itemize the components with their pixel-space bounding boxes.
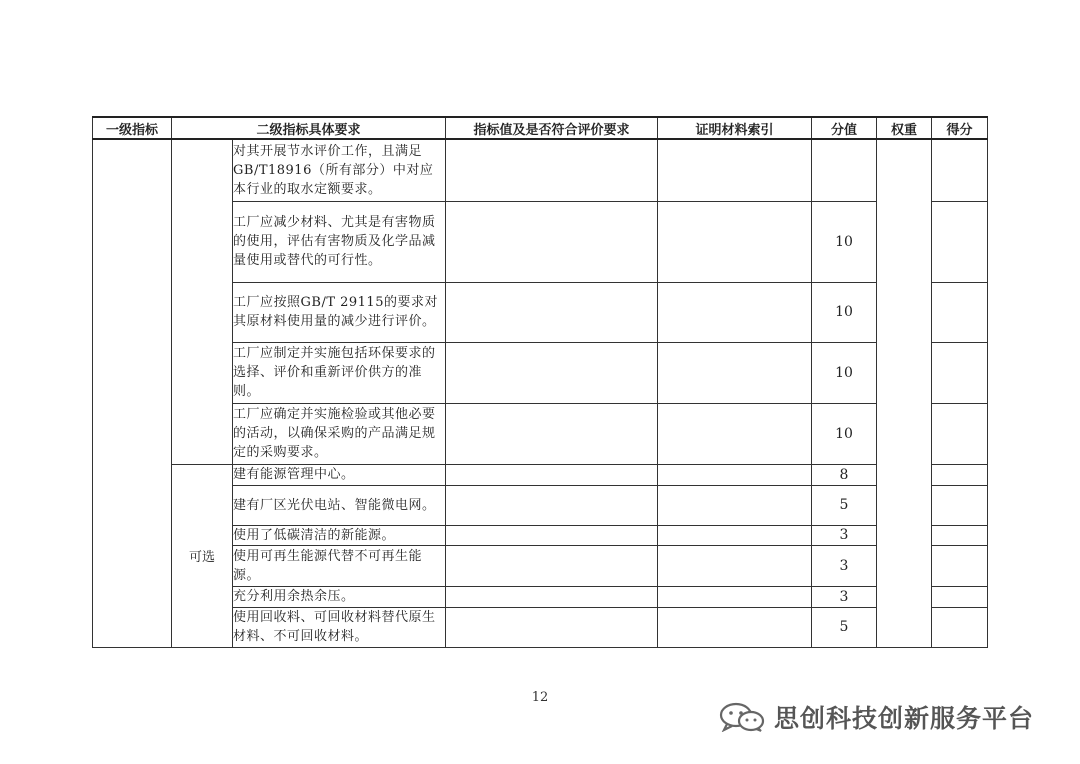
score-cell: 10 — [812, 282, 877, 342]
evidence-cell — [658, 525, 812, 545]
table-row — [93, 139, 988, 201]
evidence-cell — [658, 545, 812, 586]
score-cell: 10 — [812, 403, 877, 464]
requirement-cell: 建有能源管理中心。 — [233, 464, 446, 485]
got-score-cell — [932, 545, 988, 586]
requirement-cell: 对其开展节水评价工作，且满足GB/T18916（所有部分）中对应本行业的取水定额要求。 — [233, 139, 446, 201]
indicator-cell — [446, 607, 658, 647]
evidence-cell — [658, 342, 812, 403]
table-row — [93, 464, 988, 485]
got-score-cell — [932, 282, 988, 342]
evidence-cell — [658, 282, 812, 342]
header-weight: 权重 — [877, 117, 932, 139]
watermark-text: 思创科技创新服务平台 — [774, 704, 1035, 733]
got-score-cell — [932, 607, 988, 647]
requirement-cell: 工厂应制定并实施包括环保要求的选择、评价和重新评价供方的准则。 — [233, 342, 446, 403]
indicator-cell — [446, 545, 658, 586]
indicator-cell — [446, 485, 658, 525]
header-requirement: 二级指标具体要求 — [172, 117, 446, 139]
requirement-cell: 使用回收料、可回收材料替代原生材料、不可回收材料。 — [233, 607, 446, 647]
requirement-cell: 使用可再生能源代替不可再生能源。 — [233, 545, 446, 586]
got-score-cell — [932, 201, 988, 282]
score-cell: 10 — [812, 342, 877, 403]
indicator-cell — [446, 586, 658, 607]
indicator-cell — [446, 139, 658, 201]
score-cell — [812, 139, 877, 201]
got-score-cell — [932, 342, 988, 403]
requirement-cell: 工厂应减少材料、尤其是有害物质的使用，评估有害物质及化学品减量使用或替代的可行性。 — [233, 201, 446, 282]
weight-cell — [877, 139, 932, 647]
header-row — [93, 117, 988, 139]
got-score-cell — [932, 464, 988, 485]
header-got-score: 得分 — [932, 117, 988, 139]
indicator-cell — [446, 403, 658, 464]
requirement-cell: 工厂应确定并实施检验或其他必要的活动，以确保采购的产品满足规定的采购要求。 — [233, 403, 446, 464]
score-cell: 3 — [812, 545, 877, 586]
indicator-cell — [446, 464, 658, 485]
evidence-cell — [658, 201, 812, 282]
score-cell: 5 — [812, 607, 877, 647]
indicator-cell — [446, 201, 658, 282]
score-cell: 5 — [812, 485, 877, 525]
cat2-cell-basic — [172, 139, 233, 464]
requirement-cell: 建有厂区光伏电站、智能微电网。 — [233, 485, 446, 525]
evidence-cell — [658, 403, 812, 464]
evidence-cell — [658, 586, 812, 607]
indicator-cell — [446, 282, 658, 342]
wechat-icon — [718, 702, 766, 732]
evaluation-table — [92, 116, 988, 648]
got-score-cell — [932, 403, 988, 464]
cat2-cell-optional: 可选 — [172, 464, 233, 647]
got-score-cell — [932, 525, 988, 545]
page-number: 12 — [531, 690, 549, 705]
indicator-cell — [446, 525, 658, 545]
requirement-cell: 充分利用余热余压。 — [233, 586, 446, 607]
watermark — [718, 700, 1034, 734]
evidence-cell — [658, 485, 812, 525]
cat1-cell — [93, 139, 172, 647]
evidence-cell — [658, 464, 812, 485]
header-evidence: 证明材料索引 — [658, 117, 812, 139]
score-cell: 8 — [812, 464, 877, 485]
indicator-cell — [446, 342, 658, 403]
requirement-cell: 工厂应按照GB/T 29115的要求对其原材料使用量的减少进行评价。 — [233, 282, 446, 342]
got-score-cell — [932, 139, 988, 201]
header-indicator-value: 指标值及是否符合评价要求 — [446, 117, 658, 139]
got-score-cell — [932, 485, 988, 525]
score-cell: 3 — [812, 586, 877, 607]
header-score: 分值 — [812, 117, 877, 139]
score-cell: 10 — [812, 201, 877, 282]
score-cell: 3 — [812, 525, 877, 545]
requirement-cell: 使用了低碳清洁的新能源。 — [233, 525, 446, 545]
header-cat1: 一级指标 — [93, 117, 172, 139]
evidence-cell — [658, 607, 812, 647]
evidence-cell — [658, 139, 812, 201]
got-score-cell — [932, 586, 988, 607]
